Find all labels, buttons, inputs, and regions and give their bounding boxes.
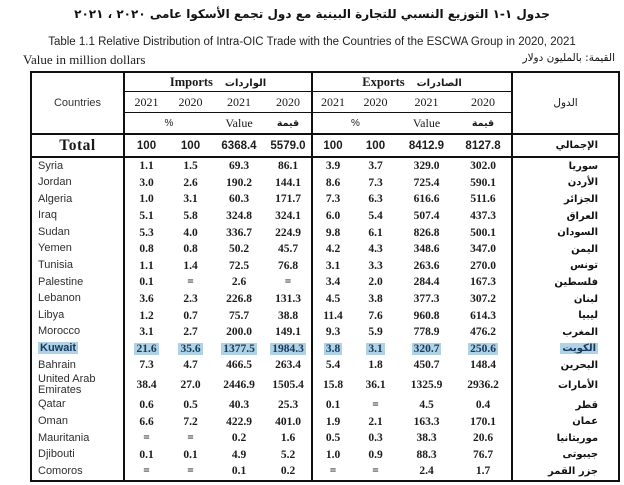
country-name-en: Jordan	[38, 176, 72, 189]
country-name-ar: لبنان	[573, 293, 599, 305]
imports-value-2021: 226.8	[226, 293, 252, 306]
exports-value-2021: 377.3	[413, 293, 440, 306]
imports-value-2021: 190.2	[226, 176, 252, 189]
exports-pct-2020: 5.4	[368, 210, 383, 223]
exports-pct-2020: 7.3	[368, 176, 383, 189]
table-row	[31, 413, 619, 430]
exports-pct-2021: 1.9	[325, 415, 341, 428]
exports-value-2020: 170.1	[470, 415, 496, 428]
exports-value-header-ar: قيمة	[455, 113, 512, 135]
imports-value-2020: 0.2	[280, 465, 296, 478]
value-unit-note-english: Value in million dollars	[23, 52, 146, 67]
total-label-en: Total	[31, 134, 124, 157]
imports-value-2021: 69.3	[228, 160, 250, 173]
exports-value-2021: 284.4	[413, 276, 440, 289]
exports-value-2020: 270.0	[470, 259, 496, 272]
country-name-en: Djibouti	[38, 448, 75, 461]
exports-value-2021: 507.4	[413, 210, 440, 223]
country-name-en: Libya	[38, 308, 65, 321]
exports-pct-2020: 3.7	[368, 160, 383, 173]
imports-value-2021: 0.1	[231, 465, 247, 478]
imports-pct-2021: 5.3	[139, 226, 154, 239]
imports-value-2020: 5.2	[280, 448, 296, 461]
exports-pct-2020: 3.1	[368, 342, 383, 355]
exports-value-2021: 263.6	[413, 259, 440, 272]
exports-value-2020: 590.1	[470, 176, 496, 189]
table-row	[31, 208, 619, 225]
exports-pct-2020: 5.9	[368, 326, 383, 339]
imports-value-2020: 171.7	[275, 193, 301, 206]
exports-value-2020: 302.0	[470, 160, 496, 173]
imports-value-2021: 422.9	[226, 415, 252, 428]
country-name-en: Mauritania	[38, 431, 90, 444]
imports-value-2021: 60.3	[228, 193, 250, 206]
imports-value-2021: 2.6	[231, 276, 247, 289]
country-name-en: Yemen	[38, 242, 72, 255]
exports-label-ar: الصادرات	[416, 78, 462, 89]
country-name-ar: سوريا	[568, 160, 599, 172]
exports-value-2020: 1.7	[475, 465, 491, 478]
exports-pct-2021: 15.8	[322, 379, 344, 392]
total-imports-pct-2020: 100	[168, 134, 213, 157]
country-name-ar: الجزائر	[564, 193, 599, 205]
exports-pct-2021: 9.8	[325, 226, 341, 239]
country-name-en: Syria	[38, 159, 64, 172]
imports-value-2020: =	[284, 276, 292, 289]
exports-pct-2021: 4.5	[325, 293, 341, 306]
imports-value-2020: 38.8	[277, 309, 299, 322]
imports-value-2021: 40.3	[228, 399, 250, 412]
exports-value-2021: 450.7	[413, 359, 440, 372]
country-name-ar: الأردن	[567, 177, 599, 189]
table-title-arabic: جدول ١-١ التوزيع النسبي للتجارة البينية مع دول تجمع الأسكوا عامى ٢٠٢٠ ، ٢٠٢١	[74, 7, 550, 21]
total-row	[31, 134, 619, 157]
exports-pct-2021: 3.8	[325, 342, 341, 355]
country-name-ar: السودان	[557, 227, 599, 239]
imports-pct-2020: 7.2	[183, 415, 198, 428]
country-name-en: Lebanon	[38, 292, 81, 305]
country-name-en: Bahrain	[38, 358, 76, 371]
imports-value-2020: 1.6	[280, 432, 296, 445]
imports-pct-2020: 0.5	[183, 399, 198, 412]
exports-pct-2021: =	[329, 465, 337, 478]
exports-value-2021: 1325.9	[410, 379, 443, 392]
imports-value-2021: 324.8	[226, 210, 252, 223]
exports-pct-2021: 0.5	[325, 432, 341, 445]
exports-value-2020: 476.2	[470, 326, 496, 339]
table-row	[31, 274, 619, 291]
table-row	[31, 291, 619, 308]
exports-value-2021: 2.4	[419, 465, 434, 478]
table-row	[31, 157, 619, 175]
exports-value-2021: 616.6	[413, 193, 440, 206]
exports-pct-2021: 7.3	[325, 193, 341, 206]
exports-value-2020: 347.0	[470, 243, 496, 256]
exports-value-2020: 0.4	[475, 399, 491, 412]
country-name-en: Algeria	[38, 192, 73, 205]
imports-pct-2021: 21.6	[136, 342, 157, 355]
imports-pct-2020: 1.5	[183, 160, 198, 173]
table-row	[31, 397, 619, 414]
imports-pct-2020: 27.0	[180, 379, 201, 392]
imports-pct-2020: 2.3	[183, 293, 198, 306]
imports-pct-2021: 5.1	[139, 210, 154, 223]
imports-value-2021: 75.7	[228, 309, 250, 322]
trade-distribution-table	[30, 71, 620, 482]
group-header-row	[31, 72, 619, 92]
exports-pct-2020: 3.8	[368, 293, 383, 306]
imports-pct-2020: 5.8	[183, 210, 198, 223]
total-exports-value-2020: 8127.8	[455, 134, 512, 157]
country-name-ar: جيبوتى	[562, 449, 599, 461]
country-name-ar: الكويت	[562, 343, 597, 355]
table-row	[31, 357, 619, 374]
total-exports-pct-2021: 100	[312, 134, 353, 157]
exports-value-2020: 2936.2	[467, 379, 499, 392]
exports-value-2020: 511.6	[470, 193, 496, 206]
exports-pct-2021: 6.0	[325, 210, 341, 223]
imports-pct-2021: 3.1	[139, 326, 154, 339]
imports-pct-2021: =	[143, 465, 150, 478]
year-header: 2021	[124, 92, 168, 113]
imports-value-2021: 50.2	[228, 243, 250, 256]
country-name-en: Morocco	[38, 325, 81, 338]
country-name-en: Oman	[38, 414, 68, 427]
imports-pct-2020: 3.1	[183, 193, 198, 206]
exports-pct-2021: 5.4	[325, 359, 341, 372]
country-name-ar: تونس	[570, 260, 599, 272]
country-name-ar: المغرب	[562, 326, 599, 338]
imports-value-2020: 1505.4	[272, 379, 304, 392]
imports-value-2020: 76.8	[277, 259, 299, 272]
imports-pct-2021: 1.0	[139, 193, 154, 206]
imports-value-2021: 0.2	[231, 432, 247, 445]
exports-value-2021: 960.8	[413, 309, 440, 322]
total-imports-value-2020: 5579.0	[265, 134, 312, 157]
imports-value-header-en: Value	[213, 113, 265, 135]
exports-value-2020: 307.2	[470, 293, 496, 306]
value-unit-note-arabic: القيمة: بالمليون دولار	[522, 52, 615, 64]
country-name-ar: قطر	[575, 399, 599, 411]
imports-pct-2021: 1.1	[139, 259, 154, 272]
exports-value-2020: 167.3	[470, 276, 496, 289]
table-row	[31, 374, 619, 397]
country-name-en: Tunisia	[38, 259, 74, 272]
total-exports-value-2021: 8412.9	[398, 134, 455, 157]
country-name-en: United Arab Emirates	[38, 372, 96, 397]
country-name-en: Sudan	[38, 225, 70, 238]
exports-pct-2021: 3.1	[325, 259, 341, 272]
imports-pct-2021: =	[143, 432, 150, 445]
imports-pct-2021: 1.1	[139, 160, 154, 173]
exports-pct-2020: 4.3	[368, 243, 383, 256]
country-name-ar: اليمن	[571, 243, 599, 255]
countries-column-header-en: Countries	[53, 97, 102, 109]
total-imports-pct-2021: 100	[124, 134, 168, 157]
year-header: 2020	[265, 92, 312, 113]
exports-value-2020: 250.6	[470, 342, 496, 355]
imports-value-2021: 4.9	[231, 448, 247, 461]
imports-pct-2021: 0.1	[139, 448, 154, 461]
imports-pct-2020: 35.6	[180, 342, 201, 355]
exports-pct-2020: 36.1	[365, 379, 386, 392]
imports-value-2020: 224.9	[275, 226, 301, 239]
imports-pct-2020: 1.4	[183, 259, 198, 272]
country-name-en: Comoros	[38, 464, 83, 477]
exports-value-2020: 437.3	[470, 210, 496, 223]
imports-value-2021: 1377.5	[223, 342, 255, 355]
imports-value-2020: 144.1	[275, 176, 301, 189]
imports-value-2021: 336.7	[226, 226, 252, 239]
country-name-ar: الأمارات	[557, 379, 599, 391]
imports-pct-2021: 1.2	[139, 309, 154, 322]
table-body	[31, 157, 619, 481]
table-row	[31, 447, 619, 464]
imports-pct-2020: 2.7	[183, 326, 198, 339]
imports-value-2020: 401.0	[275, 415, 301, 428]
imports-value-2020: 324.1	[275, 210, 301, 223]
exports-value-header-en: Value	[398, 113, 455, 135]
imports-pct-2021: 38.4	[136, 379, 157, 392]
country-name-ar: عمان	[572, 416, 599, 428]
table-row	[31, 224, 619, 241]
country-name-ar: ليبيا	[578, 310, 599, 322]
country-name-en: Kuwait	[40, 342, 77, 355]
country-name-ar: جزر القمر	[548, 465, 599, 477]
exports-pct-2021: 4.2	[325, 243, 341, 256]
exports-pct-2020: 6.3	[368, 193, 383, 206]
imports-percent-header: %	[124, 113, 213, 135]
imports-value-header-ar: قيمة	[265, 113, 312, 135]
exports-percent-header: %	[312, 113, 398, 135]
exports-value-2021: 163.3	[413, 415, 440, 428]
exports-value-2020: 614.3	[470, 309, 496, 322]
table-row	[31, 341, 619, 358]
exports-pct-2020: 1.8	[368, 359, 383, 372]
year-header: 2020	[455, 92, 512, 113]
imports-pct-2020: 0.7	[183, 309, 198, 322]
imports-value-2021: 2446.9	[223, 379, 255, 392]
exports-pct-2021: 1.0	[325, 448, 341, 461]
imports-pct-2021: 3.0	[139, 176, 154, 189]
imports-value-2020: 149.1	[275, 326, 301, 339]
exports-pct-2020: 2.1	[368, 415, 383, 428]
year-header: 2021	[398, 92, 455, 113]
imports-value-2021: 72.5	[228, 259, 250, 272]
table-row	[31, 430, 619, 447]
exports-value-2021: 329.0	[413, 160, 440, 173]
exports-value-2021: 725.4	[413, 176, 440, 189]
imports-pct-2020: 0.1	[183, 448, 198, 461]
exports-value-2020: 148.4	[470, 359, 496, 372]
imports-pct-2020: 0.8	[183, 243, 198, 256]
exports-pct-2020: 2.0	[368, 276, 383, 289]
exports-pct-2021: 11.4	[323, 309, 343, 322]
country-name-en: Palestine	[38, 275, 84, 288]
country-name-ar: فلسطين	[554, 276, 599, 288]
country-name-ar: العراق	[566, 210, 599, 222]
exports-value-2021: 320.7	[413, 342, 440, 355]
exports-value-2020: 500.1	[470, 226, 496, 239]
imports-value-2020: 45.7	[277, 243, 299, 256]
imports-pct-2020: =	[187, 465, 194, 478]
imports-pct-2021: 0.1	[139, 276, 154, 289]
country-name-ar: البحرين	[560, 359, 599, 371]
table-row	[31, 324, 619, 341]
exports-value-2021: 778.9	[413, 326, 440, 339]
exports-value-2021: 38.3	[416, 432, 437, 445]
exports-label-en: Exports	[362, 75, 405, 89]
table-title-english: Table 1.1 Relative Distribution of Intra-OIC Trade with the Countries of the ESCWA Group in 2020, 2021	[48, 36, 576, 48]
imports-value-2021: 466.5	[226, 359, 252, 372]
table-row	[31, 258, 619, 275]
imports-group-header	[124, 72, 312, 92]
exports-pct-2020: 3.3	[368, 259, 383, 272]
country-name-ar: موريتانيا	[556, 432, 599, 444]
imports-value-2020: 131.3	[275, 293, 301, 306]
imports-label-en: Imports	[169, 75, 213, 89]
exports-value-2020: 76.7	[472, 448, 494, 461]
year-header: 2020	[168, 92, 213, 113]
imports-pct-2020: =	[187, 276, 194, 289]
imports-pct-2020: 2.6	[183, 176, 198, 189]
imports-pct-2020: 4.0	[183, 226, 198, 239]
imports-pct-2021: 0.8	[139, 243, 154, 256]
imports-value-2020: 263.4	[275, 359, 301, 372]
country-name-en: Qatar	[38, 398, 66, 411]
exports-pct-2021: 8.6	[325, 176, 341, 189]
year-header: 2020	[353, 92, 398, 113]
exports-value-2020: 20.6	[472, 432, 494, 445]
imports-value-2020: 1984.3	[272, 342, 304, 355]
exports-pct-2020: =	[372, 465, 379, 478]
exports-pct-2020: =	[372, 399, 379, 412]
total-label-ar: الإجمالي	[512, 134, 619, 157]
exports-pct-2020: 0.9	[368, 448, 383, 461]
imports-pct-2021: 7.3	[139, 359, 154, 372]
imports-pct-2021: 6.6	[139, 415, 154, 428]
exports-pct-2020: 0.3	[368, 432, 383, 445]
exports-value-2021: 4.5	[419, 399, 434, 412]
exports-pct-2020: 6.1	[368, 226, 383, 239]
total-exports-pct-2020: 100	[353, 134, 398, 157]
imports-pct-2021: 3.6	[139, 293, 154, 306]
total-imports-value-2021: 6368.4	[213, 134, 265, 157]
table-row	[31, 191, 619, 208]
imports-label-ar: الواردات	[224, 78, 267, 89]
year-header: 2021	[312, 92, 353, 113]
countries-column-header-ar: الدول	[512, 72, 619, 134]
imports-pct-2021: 0.6	[139, 399, 154, 412]
imports-value-2020: 86.1	[277, 160, 299, 173]
year-header: 2021	[213, 92, 265, 113]
imports-value-2021: 200.0	[226, 326, 252, 339]
table-row	[31, 175, 619, 192]
exports-value-2021: 348.6	[413, 243, 440, 256]
exports-value-2021: 88.3	[416, 448, 437, 461]
exports-pct-2021: 3.9	[325, 160, 341, 173]
table-row	[31, 241, 619, 258]
country-name-en: Iraq	[38, 209, 57, 222]
table-row	[31, 463, 619, 481]
imports-pct-2020: 4.7	[183, 359, 198, 372]
exports-pct-2021: 3.4	[325, 276, 341, 289]
exports-pct-2021: 9.3	[325, 326, 341, 339]
exports-pct-2021: 0.1	[325, 399, 341, 412]
exports-pct-2020: 7.6	[368, 309, 383, 322]
exports-value-2021: 826.8	[413, 226, 440, 239]
exports-group-header	[312, 72, 512, 92]
imports-pct-2020: =	[187, 432, 194, 445]
table-row	[31, 307, 619, 324]
imports-value-2020: 25.3	[277, 399, 299, 412]
